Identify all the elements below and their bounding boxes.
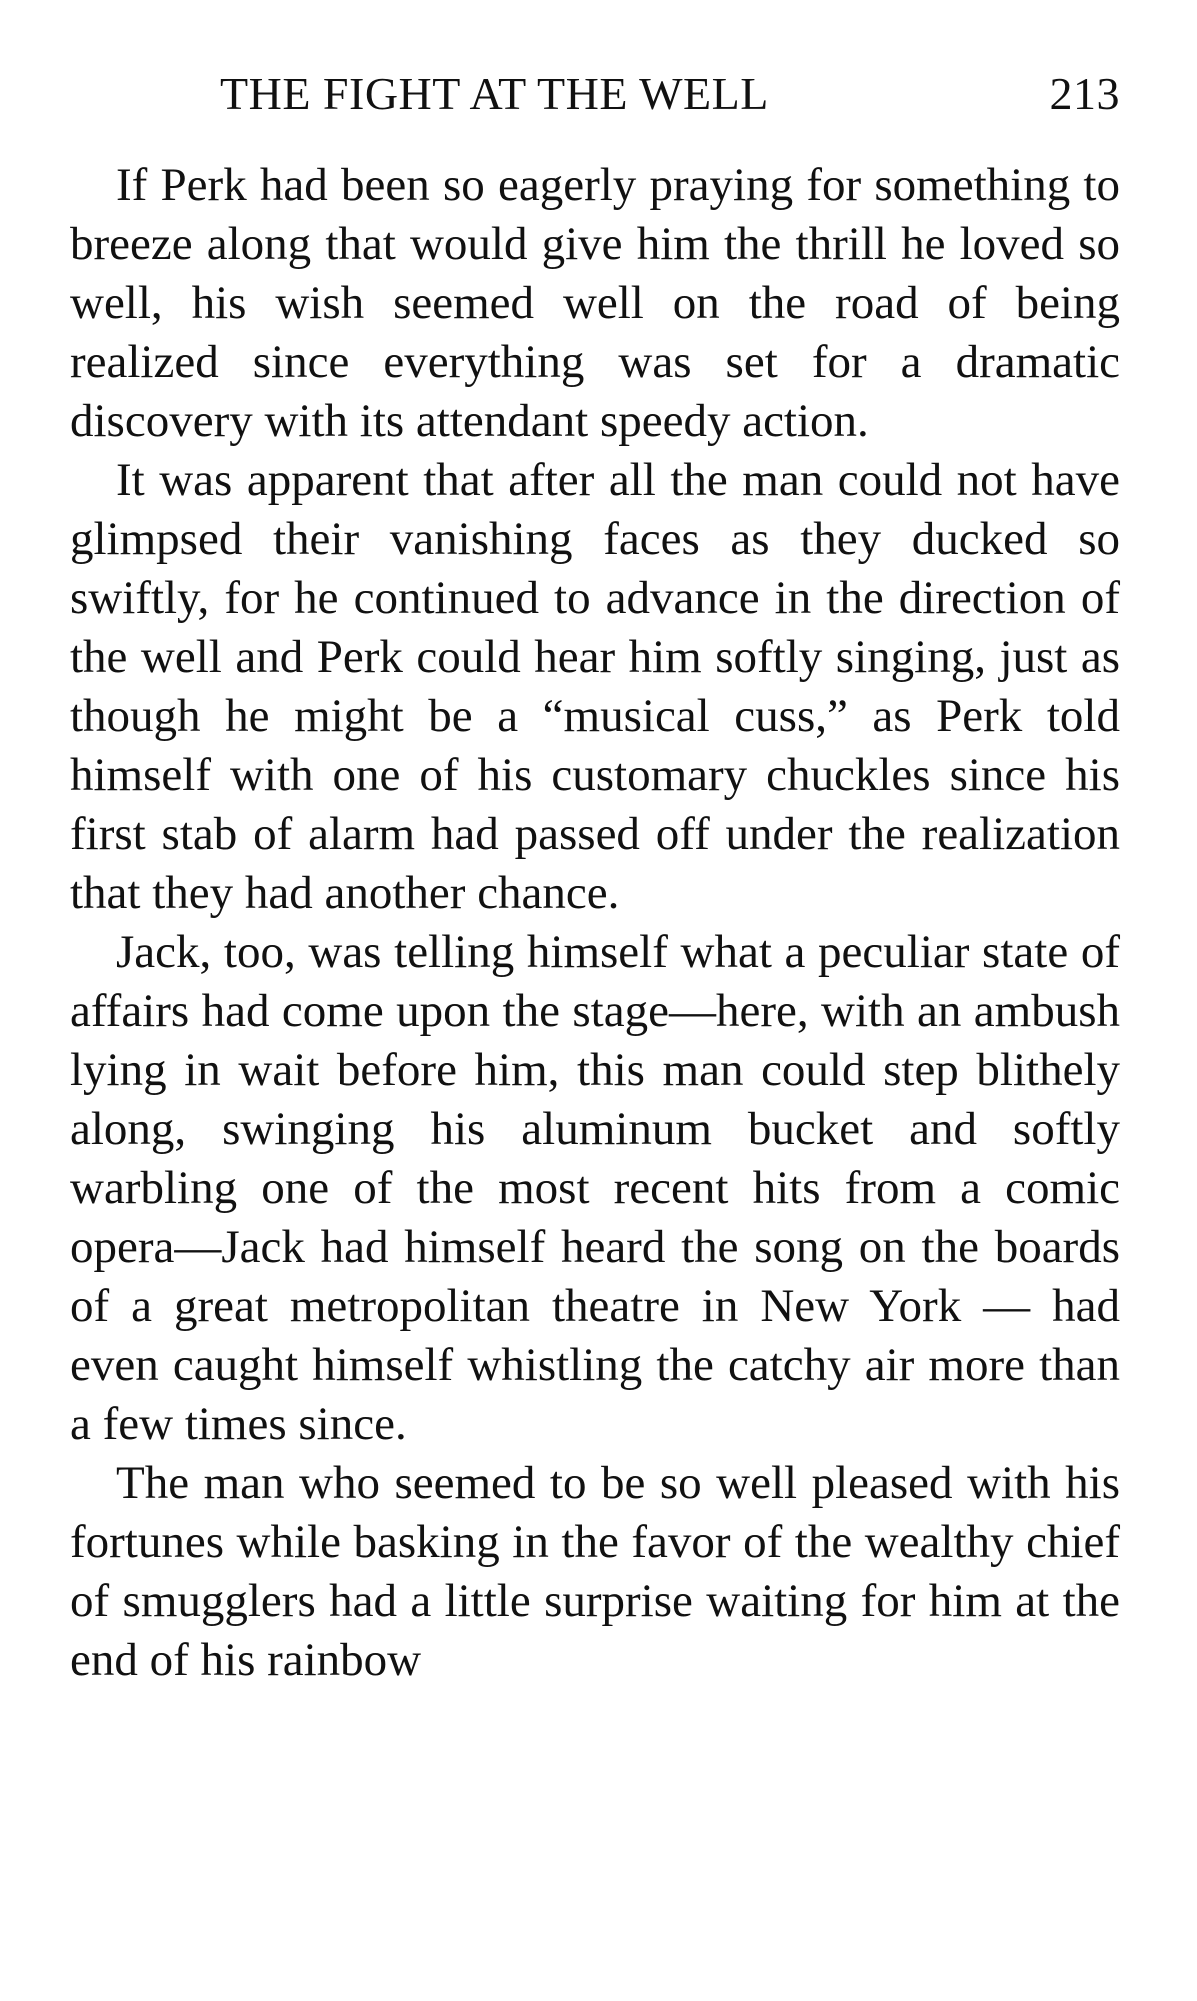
- paragraph-2: It was apparent that after all the man could not have glimpsed their vanishing faces as they ducked so swiftly, for he continued to advance in the direction of the well and Perk could hear him softly singing, just as though he might be a “musical cuss,” as Perk told himself with one of his customary chuckles since his first stab of alarm had passed off under the realization that they had another chance.: [70, 454, 1120, 919]
- running-title: THE FIGHT AT THE WELL: [220, 68, 769, 119]
- paragraph-3: Jack, too, was telling himself what a peculiar state of affairs had come upon the stage—here, with an ambush lying in wait before him, this man could step blithely along, swinging his aluminum bucket and softly warbling one of the most recent hits from a comic opera—Jack had himself heard the song on the boards of a great metropolitan theatre in New York — had even caught himself whistling the catchy air more than a few times since.: [70, 926, 1120, 1450]
- book-page: [70, 50, 1120, 1950]
- running-head: [70, 50, 1120, 138]
- paragraph-4: The man who seemed to be so well pleased with his fortunes while basking in the favor of the wealthy chief of smugglers had a little surprise waiting for him at the end of his rainbow: [70, 1457, 1120, 1686]
- paragraph-1: If Perk had been so eagerly praying for something to breeze along that would give him the thrill he loved so well, his wish seemed well on the road of being realized since everything was set for a dramatic discovery with its attendant speedy action.: [70, 159, 1120, 447]
- body-text: [70, 156, 1120, 1690]
- page-number: 213: [1049, 68, 1120, 119]
